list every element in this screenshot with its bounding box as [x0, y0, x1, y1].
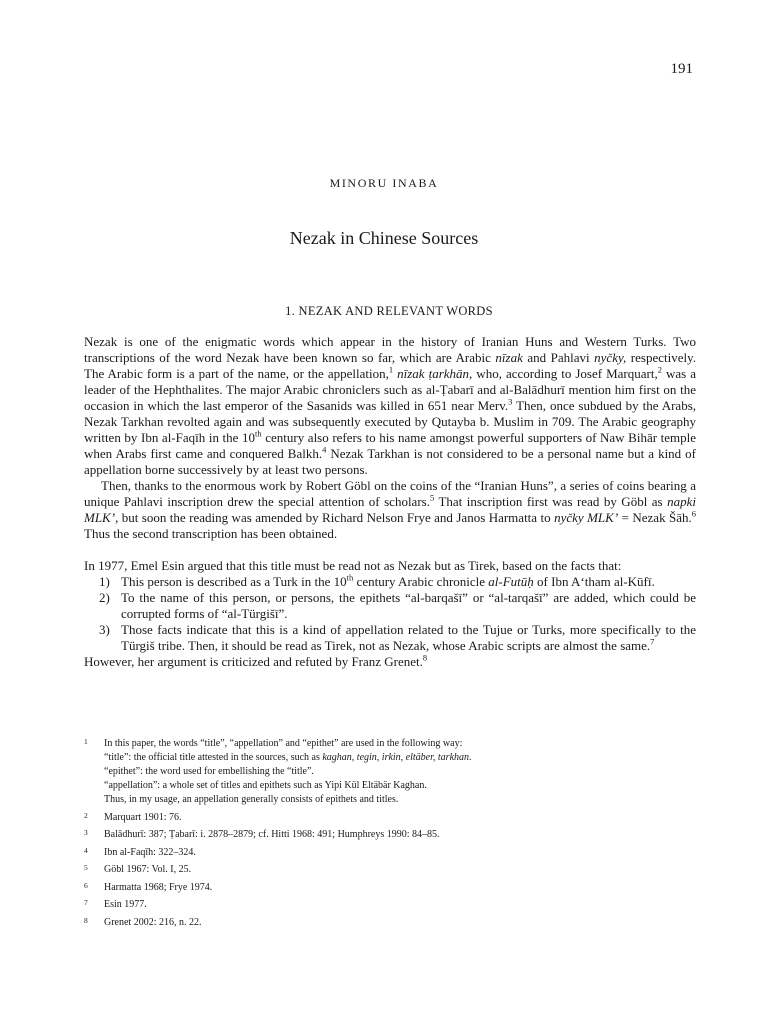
footnote-ref[interactable]: 6	[691, 508, 697, 519]
footnote-ref[interactable]: 8	[422, 652, 428, 663]
italic-term: al-Futūḥ	[488, 574, 534, 589]
footnote-line: In this paper, the words “title”, “appellation” and “epithet” are used in the following way:	[104, 738, 463, 749]
ordinal-suffix: th	[346, 572, 354, 583]
footnote-number: 4	[84, 845, 88, 855]
text-run: Then, thanks to the enormous work by Robert Göbl on the coins of the “Iranian Huns”, a series of coins bearing a unique Pahlavi inscription drew the special attention of scholars.	[84, 478, 696, 509]
italic-term: nyčky,	[594, 350, 627, 365]
footnote-ref[interactable]: 5	[429, 492, 435, 503]
text-run: That inscription first was read by Göbl as	[434, 494, 668, 509]
section-heading: 1. NEZAK AND RELEVANT WORDS	[285, 304, 493, 318]
list-number: 3)	[99, 622, 110, 637]
footnote-line: “epithet”: the word used for embellishing the “title”.	[104, 766, 314, 777]
text-run: Nezak is one of the enigmatic words which appear in the history of Iranian Huns and Western Turks. Two transcriptions of the word Nezak have been known so far, which are Arabic	[84, 334, 696, 365]
text-run: To the name of this person, or persons, the epithets “al-barqašī” or “al-tarqašī” are added, which could be corrupted forms of “al-Türgišī”.	[121, 590, 696, 621]
footnote-ref[interactable]: 7	[650, 636, 655, 647]
text-run: “title”: the official title attested in the sources, such as	[104, 752, 323, 763]
footnote-number: 5	[84, 863, 88, 872]
text-run: Then, once subdued by the Arabs, Nezak Tarkhan revolted again and was subsequently executed by Qutayba b. Muslim in 709. The Arabic geography written by Ibn al-Faqīh in the 10	[84, 398, 696, 445]
text-run: was a leader of the Hephthalites. The major Arabic chroniclers such as al-Ṭabarī and al-Balādhurī mention him first on the occasion in which the last emperor of the Sasanids was killed in 651 near Merv.	[84, 366, 696, 413]
italic-term: napki MLK’	[84, 494, 696, 525]
paragraph-1	[84, 334, 696, 478]
footnote-ref[interactable]: 1	[388, 364, 394, 375]
footnote-text: Balādhurī: 387; Ṭabarī: i. 2878–2879; cf. Hitti 1968: 491; Humphreys 1990: 84–85.	[104, 829, 440, 840]
footnote-number: 6	[84, 880, 88, 890]
italic-term: nyčky MLK’	[554, 510, 619, 525]
footnote-number: 1	[84, 737, 88, 746]
footnote-text: Ibn al-Faqīh: 322–324.	[104, 846, 196, 858]
italic-term: nīzak ṭarkhān,	[397, 366, 473, 381]
italic-term: kaghan, tegin, irkin, eltäber, tarkhan	[322, 752, 470, 763]
text-run: and Pahlavi	[522, 350, 595, 365]
text-run: However, her argument is criticized and refuted by Franz Grenet.	[84, 654, 423, 669]
footnote-text: Göbl 1967: Vol. I, 25.	[104, 864, 192, 875]
text-run: who, according to Josef Marquart,	[472, 366, 658, 381]
paragraph-2	[84, 478, 696, 542]
paragraph-3: In 1977, Emel Esin argued that this title must be read not as Nezak but as Tirek, based on the facts that:	[84, 558, 622, 573]
footnote-number: 3	[84, 828, 88, 837]
paragraph-4	[84, 654, 696, 670]
footnote-1	[84, 737, 696, 807]
text-run: This person is described as a Turk in the 10	[121, 574, 347, 589]
text-run: Thus the second transcription has been obtained.	[84, 526, 338, 541]
footnote-5	[84, 863, 696, 877]
text-run: respectively. The Arabic form is a part of the name, or the appellation,	[84, 350, 696, 381]
footnote-number: 7	[84, 898, 88, 907]
footnotes	[84, 737, 696, 933]
italic-term: nīzak	[495, 350, 523, 365]
list-item	[99, 590, 696, 622]
footnote-line: “appellation”: a whole set of titles and epithets such as Yipi Kül Eltäbär Kaghan.	[104, 780, 427, 791]
footnote-ref[interactable]: 4	[322, 444, 327, 455]
ordinal-suffix: th	[255, 428, 262, 439]
text-run: of Ibn A‘tham al-Kūfī.	[533, 574, 655, 589]
footnote-line	[104, 751, 696, 765]
text-run: Nezak Tarkhan is not considered to be a personal name but a kind of appellation borne successively by at least two persons.	[84, 446, 697, 477]
text-run: = Nezak Šāh.	[618, 510, 692, 525]
text-run: century Arabic chronicle	[353, 574, 489, 589]
footnote-ref[interactable]: 2	[657, 364, 662, 375]
paper-title: Nezak in Chinese Sources	[289, 228, 479, 248]
footnote-number: 2	[84, 810, 88, 820]
text-run: Those facts indicate that this is a kind of appellation related to the Tujue or Turks, more specifically to the Türgiš tribe. Then, it should be read as Tirek, not as Nezak, whose Arabic scripts are almost the same.	[121, 622, 696, 653]
footnote-number: 8	[84, 915, 88, 925]
footnote-text: Harmatta 1968; Frye 1974.	[104, 881, 213, 893]
body-text	[84, 334, 696, 670]
page-number: 191	[670, 61, 693, 77]
list-item	[99, 622, 696, 654]
argument-list	[84, 574, 696, 654]
footnote-8	[84, 916, 696, 930]
list-number: 1)	[99, 574, 110, 589]
text-run: , but soon the reading was amended by Richard Nelson Frye and Janos Harmatta to	[115, 510, 555, 525]
footnote-text: Esin 1977.	[104, 899, 147, 910]
footnote-3	[84, 828, 696, 842]
footnote-4	[84, 846, 696, 860]
footnote-2	[84, 811, 696, 825]
footnote-text: Grenet 2002: 216, n. 22.	[104, 916, 202, 928]
list-number: 2)	[99, 590, 110, 605]
footnote-7	[84, 898, 696, 912]
footnote-line: Thus, in my usage, an appellation generally consists of epithets and titles.	[104, 794, 399, 805]
footnote-6	[84, 881, 696, 895]
text-run: .	[469, 752, 472, 763]
footnote-ref[interactable]: 3	[508, 396, 513, 407]
text-run: century also refers to his name amongst powerful supporters of Naw Bihār temple when Arabs first came and conquered Balkh.	[84, 430, 697, 461]
author-name: MINORU INABA	[329, 176, 439, 190]
footnote-text: Marquart 1901: 76.	[104, 811, 182, 823]
list-item	[99, 572, 696, 590]
